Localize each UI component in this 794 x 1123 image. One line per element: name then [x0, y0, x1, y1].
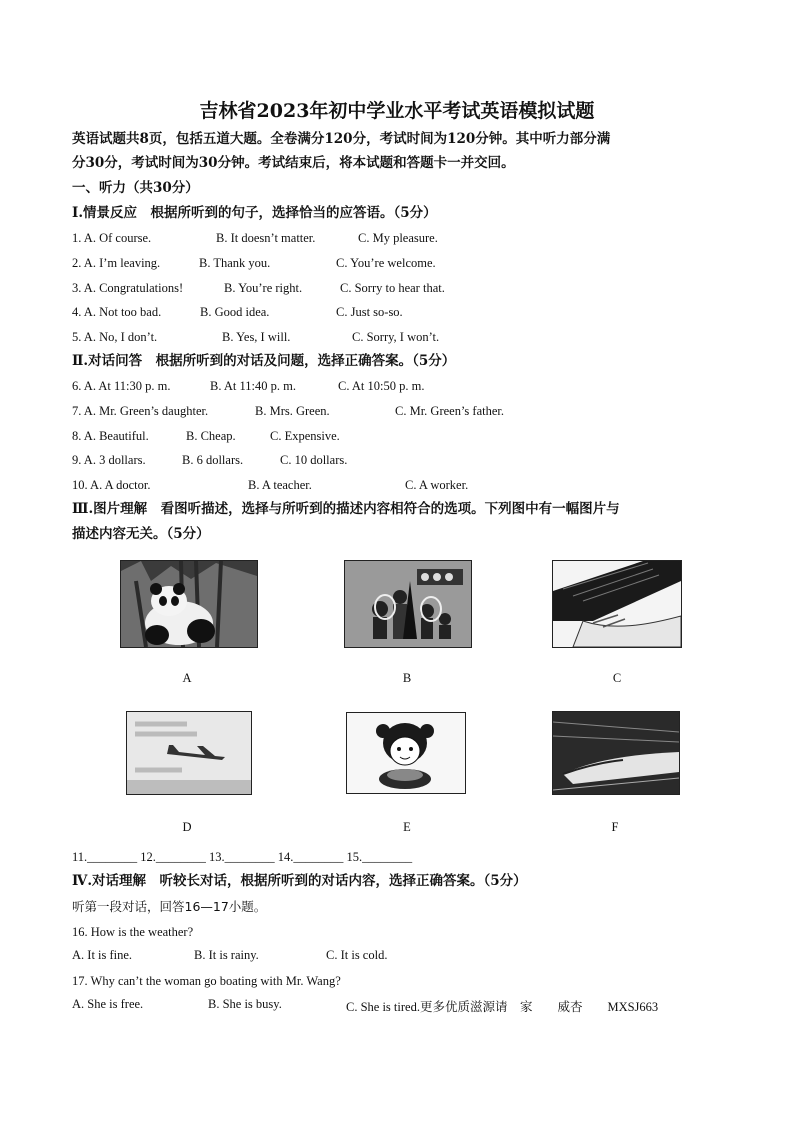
q5-option-a: 5. A. No, I don’t.: [72, 330, 158, 344]
q16-option-a: A. It is fine.: [72, 948, 133, 962]
answer-blanks-11-15: 11.________ 12.________ 13.________ 14.________ 15.________: [72, 850, 413, 864]
q7-option-c: C. Mr. Green’s father.: [395, 404, 505, 418]
q5-option-b: B. Yes, I will.: [222, 330, 291, 344]
q17-option-a: A. She is free.: [72, 997, 144, 1011]
intro-line-1: 英语试题共8页，包括五道大题。全卷满分120分，考试时间为120分钟。其中听力部分满: [72, 131, 611, 147]
train-picture: [552, 711, 680, 795]
q7-option-a: 7. A. Mr. Green’s daughter.: [72, 404, 209, 418]
picture-label-e: E: [403, 820, 411, 834]
picture-label-b: B: [402, 671, 412, 685]
q3-option-c: C. Sorry to hear that.: [340, 281, 445, 295]
q2-option-c: C. You’re welcome.: [336, 256, 436, 270]
airplane-picture: [126, 711, 252, 795]
q1-option-b: B. It doesn’t matter.: [216, 231, 316, 245]
q16-question: 16. How is the weather?: [72, 925, 194, 939]
section-4-heading: Ⅳ.对话理解 听较长对话，根据所听到的对话内容，选择正确答案。（5分）: [72, 873, 527, 889]
piano-picture: [552, 560, 682, 648]
picture-label-f: F: [611, 820, 619, 834]
picture-label-d: D: [182, 820, 192, 834]
q8-option-c: C. Expensive.: [270, 429, 340, 443]
q4-option-b: B. Good idea.: [200, 305, 270, 319]
q17-option-b: B. She is busy.: [208, 997, 282, 1011]
q3-option-b: B. You’re right.: [224, 281, 303, 295]
q8-option-b: B. Cheap.: [186, 429, 236, 443]
q2-option-b: B. Thank you.: [199, 256, 271, 270]
q1-option-a: 1. A. Of course.: [72, 231, 152, 245]
part-listening-heading: 一、听力（共30分）: [72, 180, 199, 196]
q17-question: 17. Why can’t the woman go boating with Mr. Wang?: [72, 974, 341, 988]
people-picture: [344, 560, 472, 648]
q4-option-c: C. Just so-so.: [336, 305, 403, 319]
q17-option-c: C. She is tired.更多优质滋源请 家 威杏 MXSJ663: [346, 1000, 659, 1014]
q3-option-a: 3. A. Congratulations!: [72, 281, 184, 295]
q7-option-b: B. Mrs. Green.: [255, 404, 330, 418]
q16-option-b: B. It is rainy.: [194, 948, 259, 962]
section-3-heading-line-2: 描述内容无关。（5分）: [72, 526, 210, 542]
picture-label-a: A: [182, 671, 192, 685]
q2-option-a: 2. A. I’m leaving.: [72, 256, 161, 270]
intro-line-2: 分30分，考试时间为30分钟。考试结束后，将本试题和答题卡一并交回。: [72, 155, 515, 171]
section-2-heading: Ⅱ.对话问答 根据所听到的对话及问题，选择正确答案。（5分）: [72, 353, 456, 369]
dialogue-1-instruction: 听第一段对话，回答16—17小题。: [72, 899, 267, 914]
panda-picture: [120, 560, 258, 648]
q10-option-a: 10. A. A doctor.: [72, 478, 151, 492]
section-3-heading-line-1: Ⅲ.图片理解 看图听描述，选择与所听到的描述内容相符合的选项。下列图中有一幅图片与: [72, 501, 620, 517]
q10-option-c: C. A worker.: [405, 478, 469, 492]
girl-picture: [346, 712, 466, 794]
q6-option-b: B. At 11:40 p. m.: [210, 379, 297, 393]
q1-option-c: C. My pleasure.: [358, 231, 438, 245]
q9-option-c: C. 10 dollars.: [280, 453, 348, 467]
q9-option-a: 9. A. 3 dollars.: [72, 453, 146, 467]
q8-option-a: 8. A. Beautiful.: [72, 429, 149, 443]
q10-option-b: B. A teacher.: [248, 478, 312, 492]
q6-option-a: 6. A. At 11:30 p. m.: [72, 379, 171, 393]
q6-option-c: C. At 10:50 p. m.: [338, 379, 425, 393]
q4-option-a: 4. A. Not too bad.: [72, 305, 162, 319]
q16-option-c: C. It is cold.: [326, 948, 388, 962]
q5-option-c: C. Sorry, I won’t.: [352, 330, 440, 344]
picture-label-c: C: [612, 671, 622, 685]
page-title: 吉林省2023年初中学业水平考试英语模拟试题: [199, 100, 595, 122]
section-1-heading: Ⅰ.情景反应 根据所听到的句子，选择恰当的应答语。（5分）: [72, 205, 437, 221]
q9-option-b: B. 6 dollars.: [182, 453, 244, 467]
